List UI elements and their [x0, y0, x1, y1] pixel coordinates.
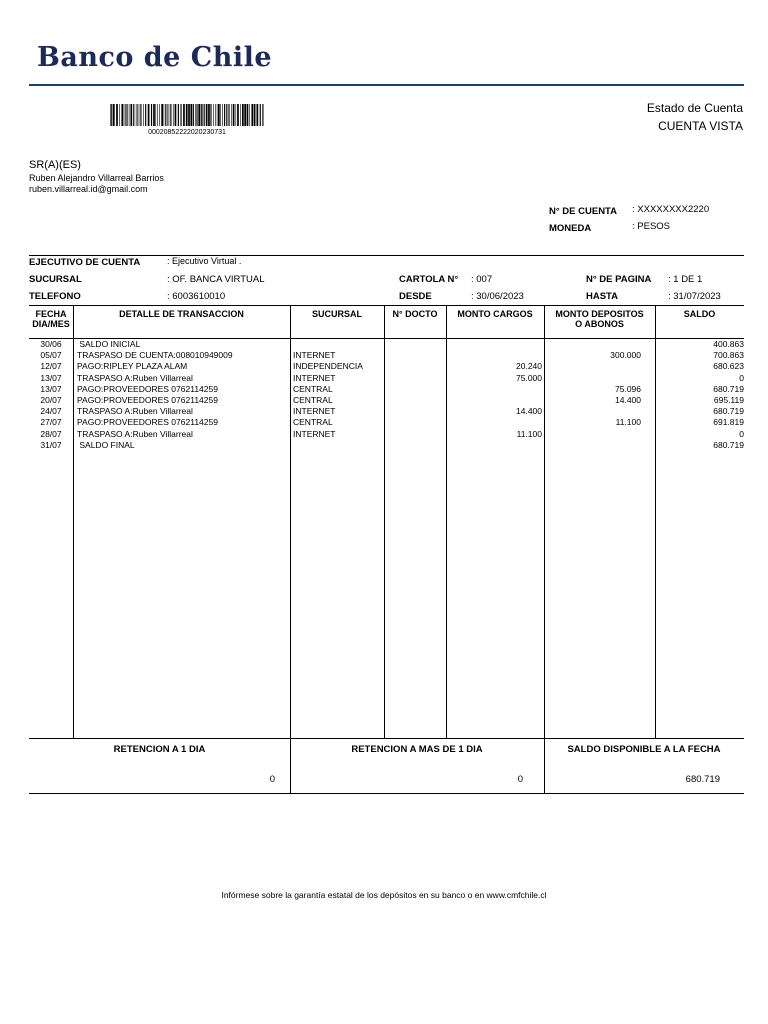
barcode-bar — [161, 104, 163, 126]
barcode-bar — [183, 104, 185, 126]
barcode-bar — [127, 104, 128, 126]
row-detail: PAGO:PROVEEDORES 0762114259 — [77, 395, 218, 405]
barcode-bar — [222, 104, 223, 126]
to-value: : 31/07/2023 — [668, 291, 721, 302]
col-divider — [384, 305, 385, 738]
currency-value: : PESOS — [632, 221, 671, 232]
row-detail: PAGO:RIPLEY PLAZA ALAM — [77, 361, 188, 372]
barcode-bar — [249, 104, 250, 126]
row-branch: INTERNET — [293, 350, 336, 361]
barcode-bar — [201, 104, 202, 126]
phone-label: TELEFONO — [29, 291, 81, 302]
account-number-value: : XXXXXXXX2220 — [632, 204, 710, 215]
row-date: 12/07 — [40, 361, 62, 372]
retention-more-label: RETENCION A MAS DE 1 DIA — [351, 744, 483, 755]
barcode-bar — [228, 104, 229, 126]
row-branch: CENTRAL — [293, 417, 333, 428]
row-deposit: 11.100 — [615, 417, 641, 428]
barcode-bar — [157, 104, 158, 126]
row-balance: 680.719 — [713, 439, 744, 450]
page-value: : 1 DE 1 — [668, 274, 703, 285]
barcode-bar — [251, 104, 253, 126]
from-value: : 30/06/2023 — [471, 291, 524, 302]
barcode-bar — [113, 104, 115, 126]
row-charge: 75.000 — [516, 372, 542, 383]
row-balance: 700.863 — [713, 350, 744, 361]
barcode-bar — [124, 104, 125, 126]
row-balance: 680.719 — [713, 383, 744, 394]
barcode-bar — [178, 104, 179, 126]
barcode-bar — [202, 104, 203, 126]
row-balance: 691.819 — [713, 417, 744, 428]
barcode-bar — [130, 104, 132, 126]
barcode-bar — [210, 104, 211, 126]
row-balance: 0 — [739, 428, 744, 439]
from-label: DESDE — [399, 291, 432, 302]
header-branch: SUCURSAL — [311, 309, 362, 319]
barcode-bar — [119, 104, 120, 126]
barcode-bar — [151, 104, 152, 126]
barcode-bar — [206, 104, 208, 126]
cartola-value: : 007 — [471, 274, 493, 285]
phone-value: : 6003610010 — [167, 291, 226, 302]
executive-label: EJECUTIVO DE CUENTA — [29, 257, 141, 268]
info-top-rule — [29, 255, 744, 256]
header-date: FECHA DIA/MES — [32, 309, 70, 329]
barcode-bar — [213, 104, 214, 126]
barcode-bar — [148, 104, 150, 126]
row-date: 13/07 — [40, 383, 62, 394]
row-charge: 11.100 — [516, 428, 542, 439]
row-detail: TRASPASO A:Ruben Villarreal — [77, 428, 193, 439]
customer-salutation: SR(A)(ES) — [29, 159, 81, 171]
barcode-bar — [218, 104, 220, 126]
barcode-bar — [198, 104, 200, 126]
header-doc: N° DOCTO — [392, 309, 438, 319]
barcode-bar — [237, 104, 239, 126]
barcode-bar — [139, 104, 140, 126]
barcode-bar — [217, 104, 218, 126]
barcode-bar — [116, 104, 118, 126]
row-detail: TRASPASO A:Ruben Villarreal — [77, 372, 193, 383]
barcode-bar — [244, 104, 246, 126]
barcode-bar — [125, 104, 126, 126]
row-date: 30/06 — [40, 339, 62, 349]
row-deposit: 14.400 — [615, 395, 641, 405]
barcode-bar — [165, 104, 166, 126]
barcode-bar — [262, 104, 263, 126]
barcode-bar — [208, 104, 210, 126]
page-label: N° DE PAGINA — [586, 274, 652, 285]
table-top-rule — [29, 305, 744, 306]
row-branch: CENTRAL — [293, 395, 333, 405]
row-detail: TRASPASO A:Ruben Villarreal — [77, 406, 193, 417]
summary-top-rule — [29, 738, 744, 739]
col-divider — [290, 305, 291, 738]
row-branch: INDEPENDENCIA — [293, 361, 363, 372]
row-detail: TRASPASO DE CUENTA:008010949009 — [77, 350, 233, 361]
barcode-bar — [240, 104, 241, 126]
barcode-bar — [188, 104, 190, 126]
customer-name: Ruben Alejandro Villarreal Barrios — [29, 173, 164, 183]
row-deposit: 300.000 — [610, 350, 641, 361]
barcode-bar — [195, 104, 196, 126]
barcode-bar — [159, 104, 160, 126]
branch-label: SUCURSAL — [29, 274, 82, 285]
row-date: 31/07 — [40, 439, 62, 450]
row-branch: INTERNET — [293, 372, 336, 383]
barcode-bar — [260, 104, 261, 126]
to-label: HASTA — [586, 291, 619, 302]
row-charge: 20.240 — [516, 361, 542, 372]
available-balance-label: SALDO DISPONIBLE A LA FECHA — [567, 744, 721, 755]
barcode-bar — [226, 104, 227, 126]
barcode-bar — [193, 104, 194, 126]
barcode-bar — [180, 104, 181, 126]
row-date: 20/07 — [40, 395, 62, 405]
barcode-bar — [140, 104, 141, 126]
barcode-bar — [190, 104, 192, 126]
barcode-bar — [236, 104, 237, 126]
row-detail: PAGO:PROVEEDORES 0762114259 — [77, 383, 218, 394]
barcode-bar — [224, 104, 225, 126]
row-balance: 400.863 — [713, 339, 744, 349]
branch-value: : OF. BANCA VIRTUAL — [167, 274, 265, 285]
barcode-bar — [153, 104, 155, 126]
barcode-number: 00020852222020230731 — [148, 129, 226, 136]
row-branch: INTERNET — [293, 406, 336, 417]
bank-logo: Banco de Chile — [37, 42, 273, 73]
customer-email: ruben.villarreal.id@gmail.com — [29, 184, 148, 194]
barcode-bar — [242, 104, 244, 126]
header-rule — [29, 84, 744, 86]
barcode-bar — [254, 104, 256, 126]
currency-label: MONEDA — [549, 223, 592, 234]
barcode-bar — [169, 104, 170, 126]
row-deposit: 75.096 — [615, 383, 641, 394]
barcode-bar — [145, 104, 146, 126]
row-date: 13/07 — [40, 372, 62, 383]
barcode-bar — [121, 104, 123, 126]
row-balance: 0 — [739, 372, 744, 383]
row-date: 24/07 — [40, 406, 62, 417]
barcode-bar — [170, 104, 171, 126]
barcode-image — [110, 104, 264, 126]
barcode-bar — [175, 104, 177, 126]
retention-1-label: RETENCION A 1 DIA — [113, 744, 206, 755]
summary-bottom-rule — [29, 793, 744, 794]
header-balance: SALDO — [683, 309, 716, 319]
footer-notice: Infórmese sobre la garantía estatal de los depósitos en su banco o en www.cmfchile.cl — [221, 890, 547, 900]
barcode-bar — [257, 104, 259, 126]
row-date: 28/07 — [40, 428, 62, 439]
header-detail: DETALLE DE TRANSACCION — [119, 309, 244, 319]
row-detail: SALDO FINAL — [77, 439, 135, 450]
retention-1-value: 0 — [269, 774, 275, 785]
barcode-bar — [155, 104, 156, 126]
executive-value: : Ejecutivo Virtual . — [167, 256, 242, 266]
barcode-bar — [167, 104, 168, 126]
barcode-bar — [143, 104, 144, 126]
available-balance-value: 680.719 — [685, 774, 720, 785]
barcode-bar — [231, 104, 232, 126]
barcode-bar — [197, 104, 198, 126]
row-date: 27/07 — [40, 417, 62, 428]
barcode-bar — [137, 104, 138, 126]
cartola-label: CARTOLA N° — [399, 274, 459, 285]
barcode-bar — [129, 104, 130, 126]
row-branch: CENTRAL — [293, 383, 333, 394]
retention-more-value: 0 — [517, 774, 523, 785]
row-detail: SALDO INICIAL — [77, 339, 141, 349]
barcode-bar — [133, 104, 134, 126]
row-balance: 680.719 — [713, 406, 744, 417]
col-divider — [544, 305, 545, 738]
barcode-bar — [173, 104, 174, 126]
row-balance: 695.119 — [713, 395, 744, 405]
statement-title: Estado de Cuenta — [646, 101, 743, 115]
statement-subtitle: CUENTA VISTA — [658, 119, 743, 133]
account-number-label: N° DE CUENTA — [549, 206, 618, 217]
col-divider — [73, 305, 74, 738]
barcode-bar — [247, 104, 249, 126]
barcode-bar — [215, 104, 216, 126]
barcode-bar — [136, 104, 137, 126]
barcode-bar — [204, 104, 205, 126]
row-date: 05/07 — [40, 350, 62, 361]
row-detail: PAGO:PROVEEDORES 0762114259 — [77, 417, 218, 428]
row-balance: 680.623 — [713, 361, 744, 372]
barcode-bar — [111, 104, 112, 126]
barcode-bar — [233, 104, 235, 126]
row-branch: INTERNET — [293, 428, 336, 439]
row-charge: 14.400 — [516, 406, 542, 417]
header-deposits: MONTO DEPOSITOS O ABONOS — [555, 309, 644, 329]
barcode-bar — [220, 104, 221, 126]
barcode-bar — [164, 104, 165, 126]
header-charges: MONTO CARGOS — [457, 309, 533, 319]
barcode-bar — [110, 104, 111, 126]
barcode-bar — [186, 104, 188, 126]
